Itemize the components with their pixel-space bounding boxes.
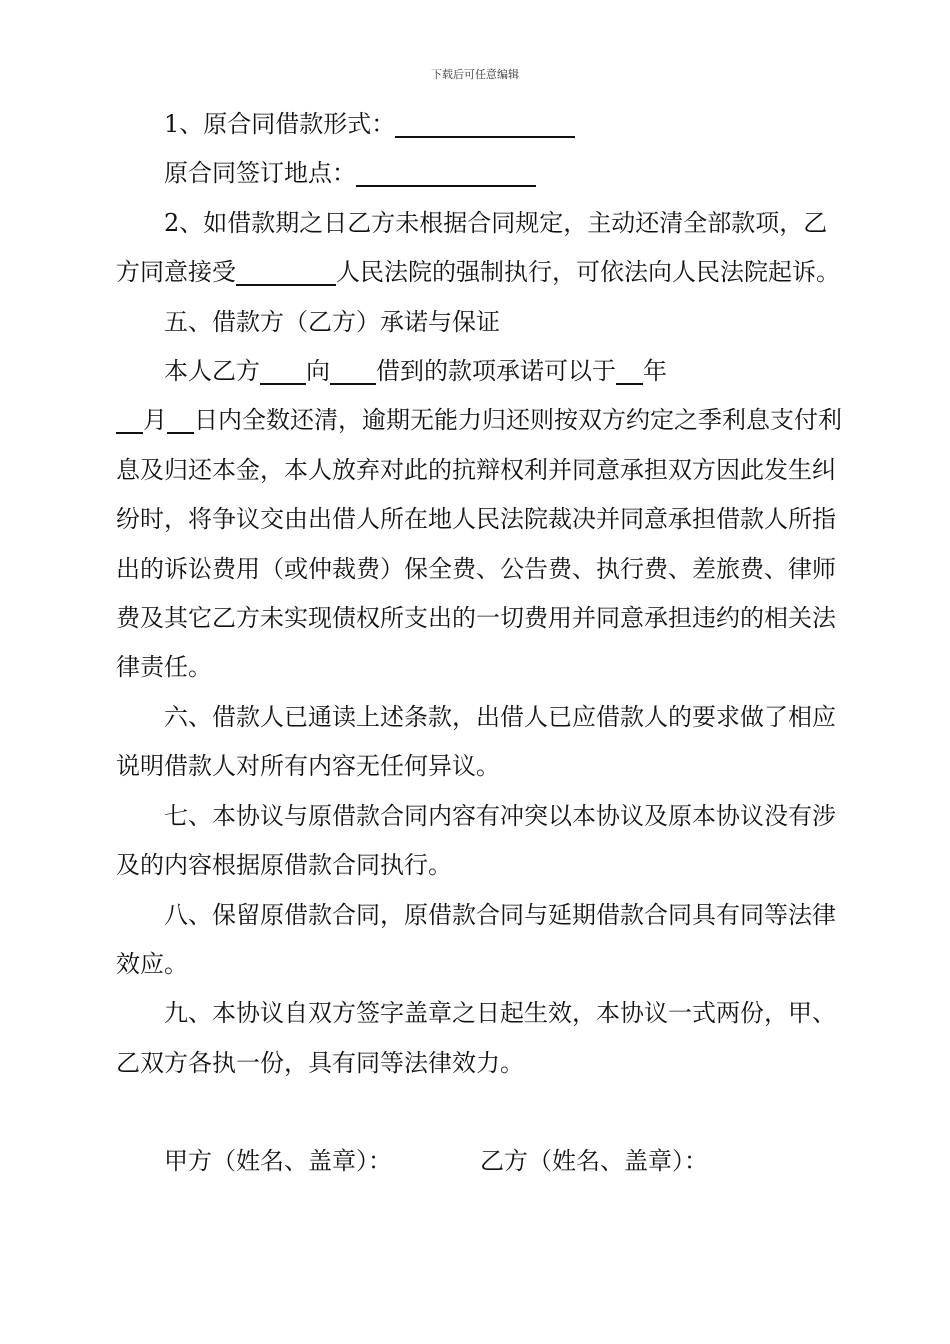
month-blank bbox=[116, 400, 143, 434]
clause-2-text-b: 人民法院的强制执行，可依法向人民法院起诉。 bbox=[336, 258, 840, 287]
section-6: 六、借款人已通读上述条款，出借人已应借款人的要求做了相应说明借款人对所有内容无任何异议。 bbox=[116, 702, 836, 781]
clause-1-label: 1、原合同借款形式： bbox=[164, 110, 396, 138]
s5-text-c: 借到的款项承诺可以于 bbox=[376, 357, 616, 386]
lender-blank bbox=[330, 351, 376, 385]
s5-text-e: 月 bbox=[143, 406, 167, 435]
s5-text-a: 本人乙方 bbox=[164, 357, 260, 386]
spacer bbox=[116, 1088, 846, 1137]
page-header-note: 下载后可任意编辑 bbox=[431, 68, 519, 81]
signing-location-blank bbox=[356, 153, 536, 187]
year-blank bbox=[616, 351, 643, 385]
s5-text-d: 年 bbox=[643, 357, 667, 386]
section-5-first-line bbox=[116, 347, 846, 396]
s5-text-b: 向 bbox=[306, 357, 330, 386]
clause-1-location bbox=[116, 149, 846, 198]
party-b-signature-label: 乙方（姓名、盖章）： bbox=[480, 1147, 708, 1176]
section-5-body bbox=[116, 396, 846, 692]
agreement-body bbox=[116, 100, 846, 1187]
court-blank bbox=[236, 252, 336, 286]
clause-2 bbox=[116, 199, 846, 298]
section-9: 九、本协议自双方签字盖章之日起生效，本协议一式两份，甲、乙双方各执一份，具有同等法律效力。 bbox=[116, 999, 836, 1077]
s5-text-f: 日内全数还清，逾期无能力归还则按双方约定之季利息支付利息及归还本金，本人放弃对此的抗辩权利并同意承担双方因此发生纠纷时，将争议交由出借人所在地人民法院裁决并同意承担借款人所指出的诉讼费用（或仲裁费）保全费、公告费、执行费、差旅费、律师费及其它乙方未实现债权所支出的一切费用并同意承担违约的相关法律责任。 bbox=[116, 406, 842, 682]
signature-row bbox=[116, 1137, 846, 1186]
clause-2-text-a: 2、如借款期之日乙方未根据合同规定，主动还清全部款项，乙方同意接受 bbox=[116, 208, 828, 287]
borrower-blank bbox=[260, 351, 306, 385]
clause-1-location-label: 原合同签订地点： bbox=[164, 159, 356, 188]
clause-1 bbox=[116, 100, 846, 149]
section-7: 七、本协议与原借款合同内容有冲突以本协议及原本协议没有涉及的内容根据原借款合同执行。 bbox=[116, 801, 836, 880]
section-8: 八、保留原借款合同，原借款合同与延期借款合同具有同等法律效应。 bbox=[116, 900, 836, 978]
day-blank bbox=[167, 400, 194, 434]
section-5-title: 五、借款方（乙方）承诺与保证 bbox=[164, 307, 500, 336]
party-a-signature-label: 甲方（姓名、盖章）： bbox=[164, 1147, 392, 1176]
loan-form-blank bbox=[395, 104, 575, 138]
